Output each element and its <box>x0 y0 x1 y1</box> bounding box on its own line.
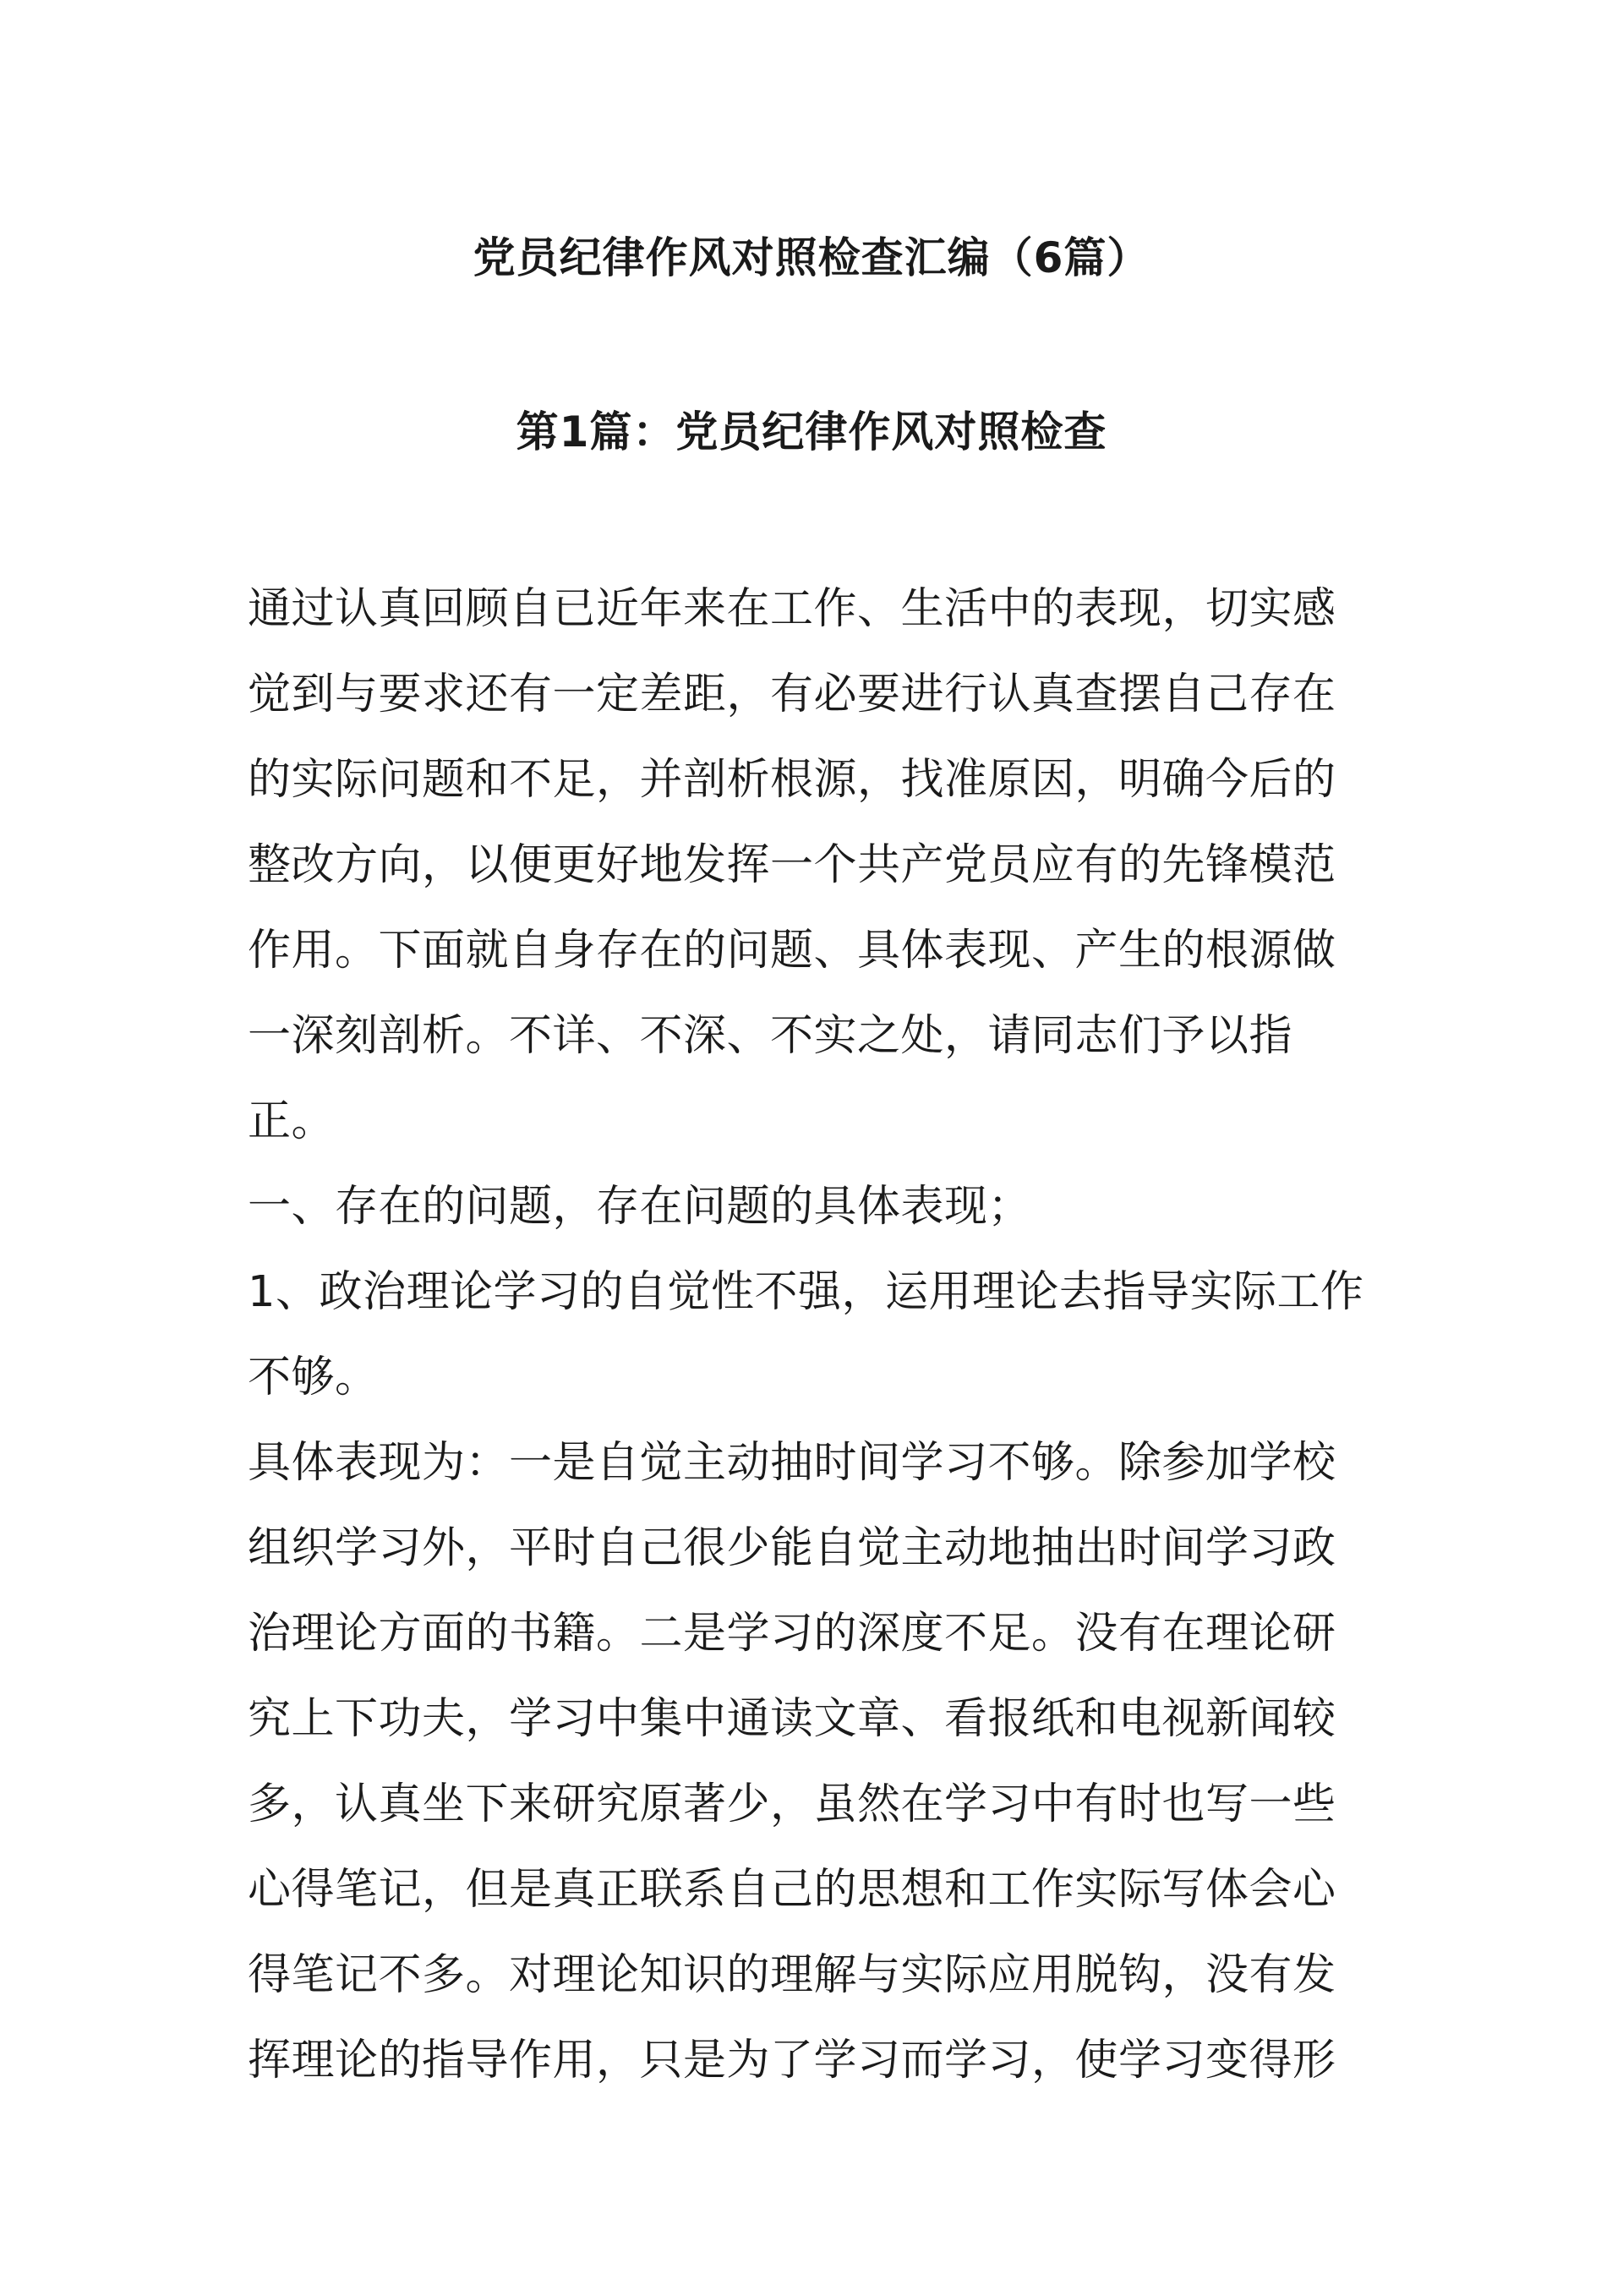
text-line: 1、政治理论学习的自觉性不强，运用理论去指导实际工作 <box>248 1267 1364 1317</box>
text-line: 多，认真坐下来研究原著少，虽然在学习中有时也写一些 <box>248 1779 1336 1829</box>
text-line: 具体表现为：一是自觉主动抽时间学习不够。除参加学校 <box>248 1438 1336 1488</box>
document-title: 党员纪律作风对照检查汇编（6篇） <box>473 233 1150 282</box>
text-line: 治理论方面的书籍。二是学习的深度不足。没有在理论研 <box>248 1609 1336 1659</box>
text-line: 得笔记不多。对理论知识的理解与实际应用脱钩，没有发 <box>248 1950 1336 2000</box>
text-line: 觉到与要求还有一定差距，有必要进行认真查摆自己存在 <box>248 670 1336 719</box>
text-line: 组织学习外，平时自己很少能自觉主动地抽出时间学习政 <box>248 1523 1336 1573</box>
text-line: 通过认真回顾自已近年来在工作、生活中的表现，切实感 <box>248 584 1336 634</box>
heading-line: 一、存在的问题，存在问题的具体表现； <box>248 1182 1032 1232</box>
text-line: 究上下功夫，学习中集中通读文章、看报纸和电视新闻较 <box>248 1694 1336 1744</box>
text-line: 正。 <box>248 1096 336 1146</box>
text-line: 不够。 <box>248 1353 379 1402</box>
text-line: 整改方向，以便更好地发挥一个共产党员应有的先锋模范 <box>248 840 1336 890</box>
text-line: 一深刻剖析。不详、不深、不实之处，请同志们予以指 <box>248 1011 1293 1061</box>
text-line: 作用。下面就自身存在的问题、具体表现、产生的根源做 <box>248 926 1336 976</box>
section-title: 第1篇：党员纪律作风对照检查 <box>516 407 1107 456</box>
text-line: 心得笔记，但是真正联系自己的思想和工作实际写体会心 <box>248 1865 1336 1915</box>
text-line: 挥理论的指导作用，只是为了学习而学习，使学习变得形 <box>248 2036 1336 2086</box>
text-line: 的实际问题和不足，并剖析根源，找准原因，明确今后的 <box>248 755 1336 805</box>
body-text <box>248 566 1397 2103</box>
